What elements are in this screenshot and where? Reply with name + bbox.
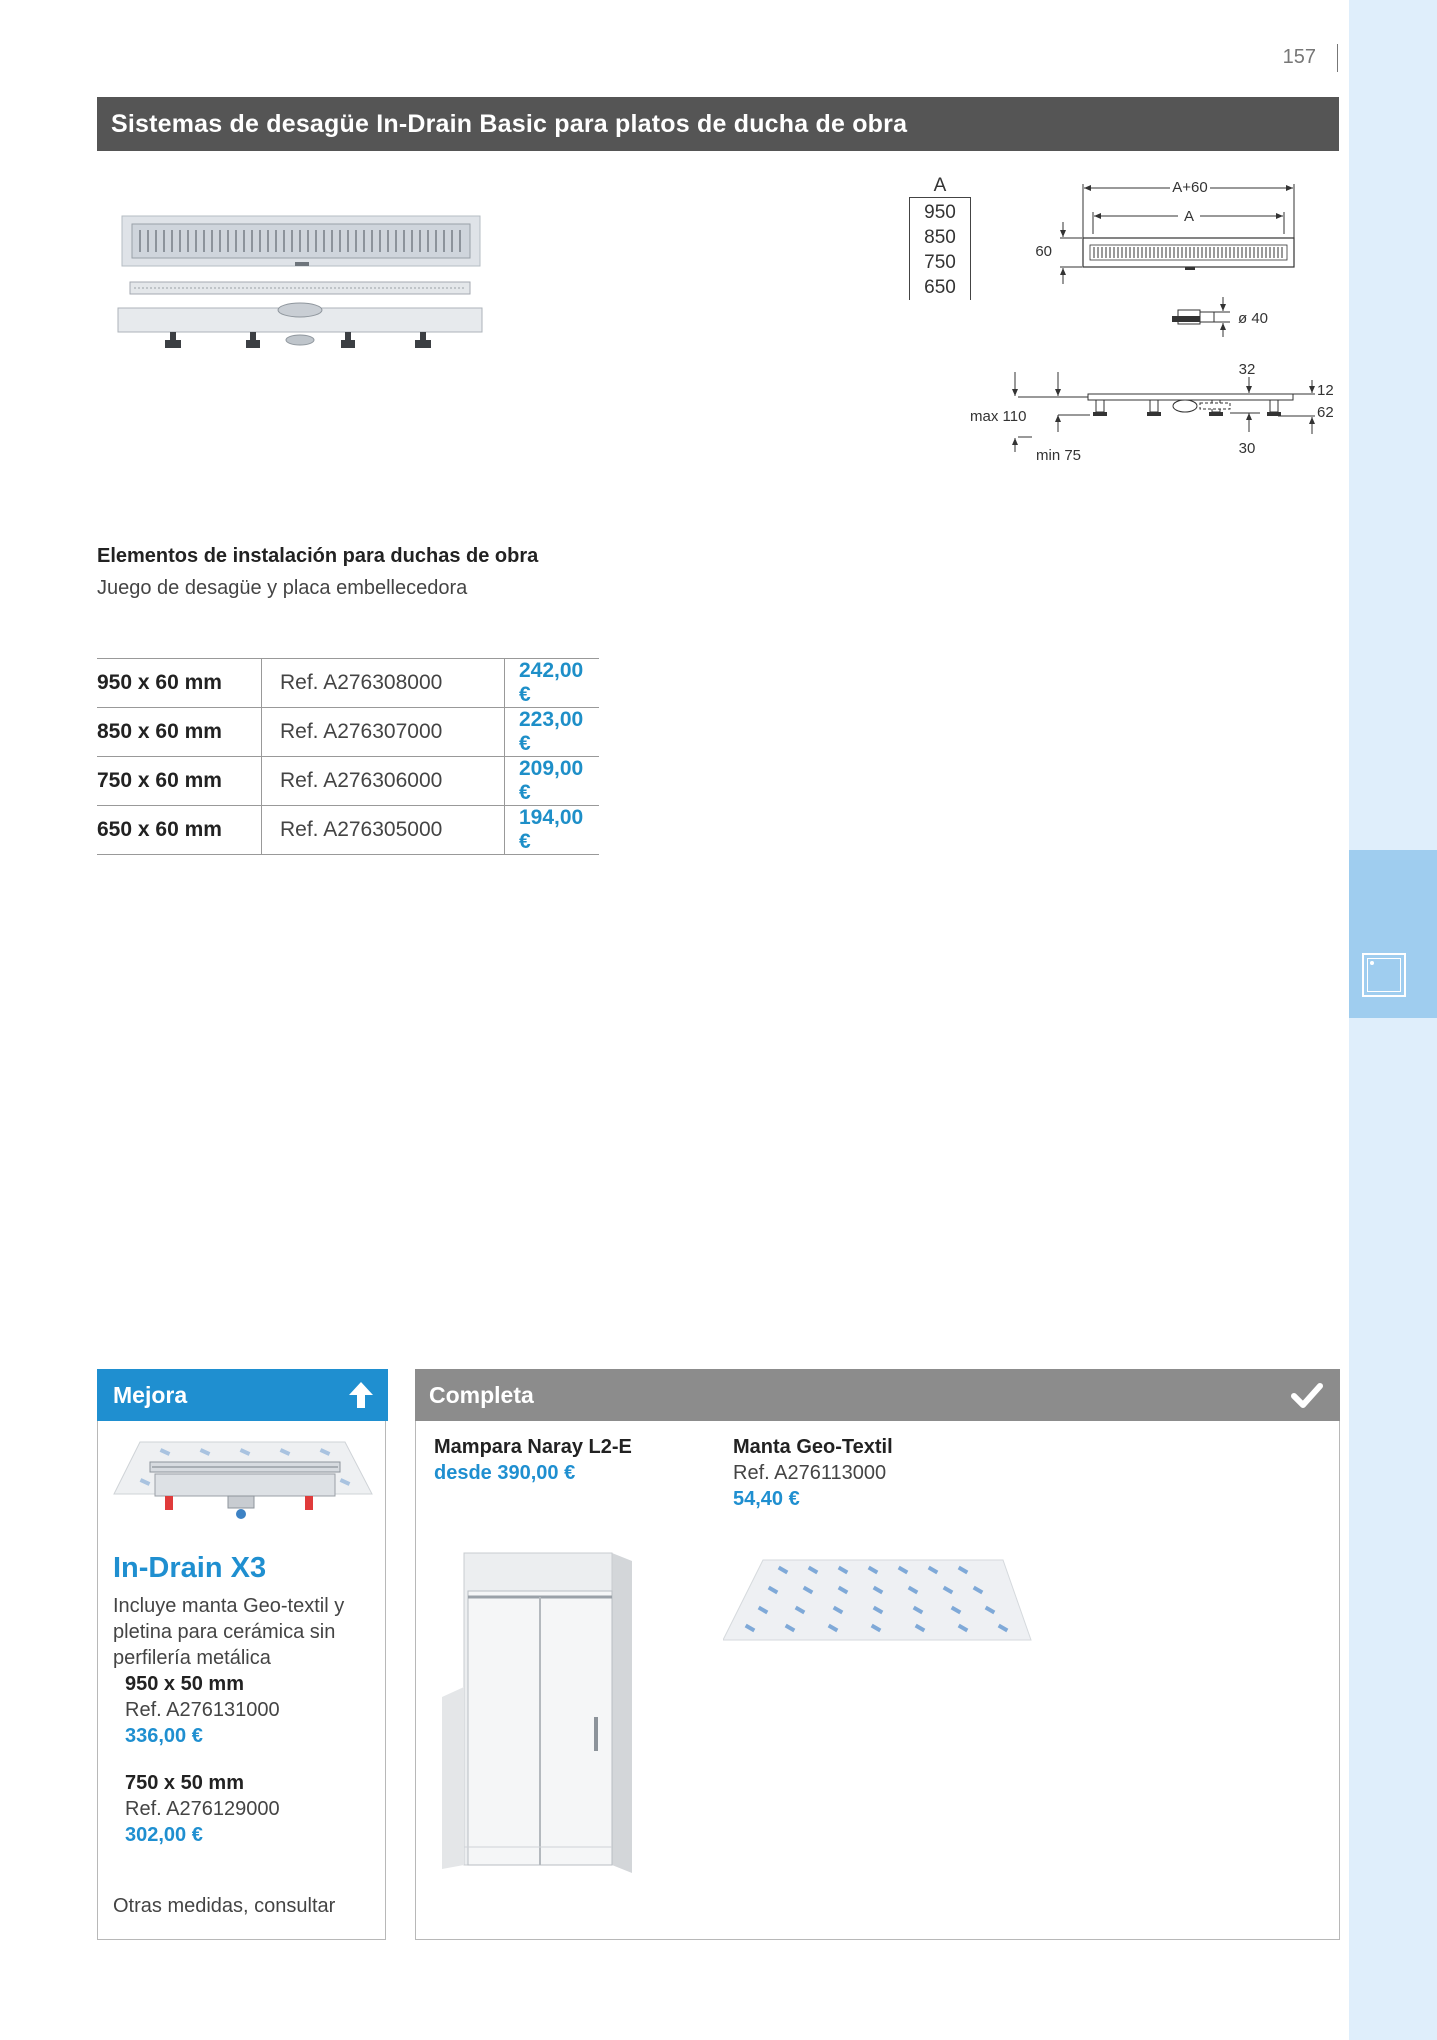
technical-drawings: [960, 172, 1350, 472]
product-description: Incluye manta Geo-textil y pletina para cerámica sin perfilería metálica: [113, 1595, 345, 1669]
option-item: [125, 1770, 280, 1848]
mejora-box: [97, 1369, 386, 1940]
option-size: 950 x 50 mm: [125, 1673, 244, 1695]
geo-textil-mat-image: [723, 1554, 1033, 1654]
ref-cell: Ref. A276307000: [262, 708, 505, 757]
item-price-manta: 54,40 €: [733, 1488, 800, 1510]
size-cell: 750 x 60 mm: [97, 757, 262, 806]
size-column-header: A: [933, 175, 947, 196]
arrow-up-icon: [346, 1380, 376, 1410]
size-value: 750: [924, 252, 956, 273]
item-price-mampara: desde 390,00 €: [434, 1462, 576, 1484]
label-30: 30: [1238, 440, 1256, 457]
page-number-rule: [1337, 44, 1338, 72]
item-title-mampara: Mampara Naray L2-E: [434, 1436, 632, 1458]
label-min: min 75: [1036, 447, 1082, 464]
label-62: 62: [1317, 404, 1334, 421]
table-row: [97, 708, 599, 757]
section-title: Elementos de instalación para duchas de obra: [97, 545, 539, 567]
label-a-plus-60: A+60: [1172, 179, 1208, 196]
option-size: 750 x 50 mm: [125, 1772, 244, 1794]
drain-product-image: [110, 204, 500, 364]
completa-header: [415, 1369, 1340, 1421]
option-item: [125, 1671, 280, 1749]
table-row: [97, 806, 599, 855]
option-ref: Ref. A276129000: [125, 1798, 280, 1820]
check-icon: [1291, 1381, 1323, 1409]
label-a: A: [1183, 208, 1195, 225]
item-title-manta: Manta Geo-Textil: [733, 1436, 893, 1458]
side-band: [1349, 0, 1437, 2040]
ref-cell: Ref. A276308000: [262, 659, 505, 708]
price-cell: 242,00 €: [505, 659, 600, 708]
dimension-drawing: [960, 172, 1350, 472]
page-number: 157: [1282, 46, 1316, 68]
mejora-header: [97, 1369, 388, 1421]
option-price: 336,00 €: [125, 1725, 203, 1747]
price-cell: 209,00 €: [505, 757, 600, 806]
table-row: [97, 659, 599, 708]
size-cell: 850 x 60 mm: [97, 708, 262, 757]
mejora-note: Otras medidas, consultar: [113, 1895, 336, 1917]
label-32: 32: [1238, 361, 1256, 378]
ref-cell: Ref. A276306000: [262, 757, 505, 806]
option-ref: Ref. A276131000: [125, 1699, 280, 1721]
section-subtitle: Juego de desagüe y placa embellecedora: [97, 577, 468, 599]
price-table: [97, 658, 599, 855]
size-cell: 650 x 60 mm: [97, 806, 262, 855]
completa-box: [415, 1369, 1340, 1940]
label-outlet: ø 40: [1238, 310, 1269, 327]
ref-cell: Ref. A276305000: [262, 806, 505, 855]
shower-screen-image: [442, 1547, 632, 1877]
mejora-label: Mejora: [113, 1382, 188, 1408]
price-cell: 223,00 €: [505, 708, 600, 757]
label-height-60: 60: [1035, 243, 1052, 260]
size-value: 850: [924, 227, 956, 248]
page-header: [97, 97, 1339, 151]
size-value: 650: [924, 277, 956, 298]
table-row: [97, 757, 599, 806]
item-ref-manta: Ref. A276113000: [733, 1462, 887, 1484]
page-title: Sistemas de desagüe In-Drain Basic para platos de ducha de obra: [111, 110, 908, 138]
label-12: 12: [1317, 382, 1334, 399]
size-cell: 950 x 60 mm: [97, 659, 262, 708]
price-cell: 194,00 €: [505, 806, 600, 855]
product-name: In-Drain X3: [113, 1552, 267, 1584]
shower-tray-icon: [1362, 953, 1406, 997]
completa-label: Completa: [429, 1382, 534, 1408]
label-max: max 110: [970, 408, 1027, 425]
size-value: 950: [924, 202, 956, 223]
in-drain-x3-image: [110, 1436, 375, 1532]
option-price: 302,00 €: [125, 1824, 203, 1846]
